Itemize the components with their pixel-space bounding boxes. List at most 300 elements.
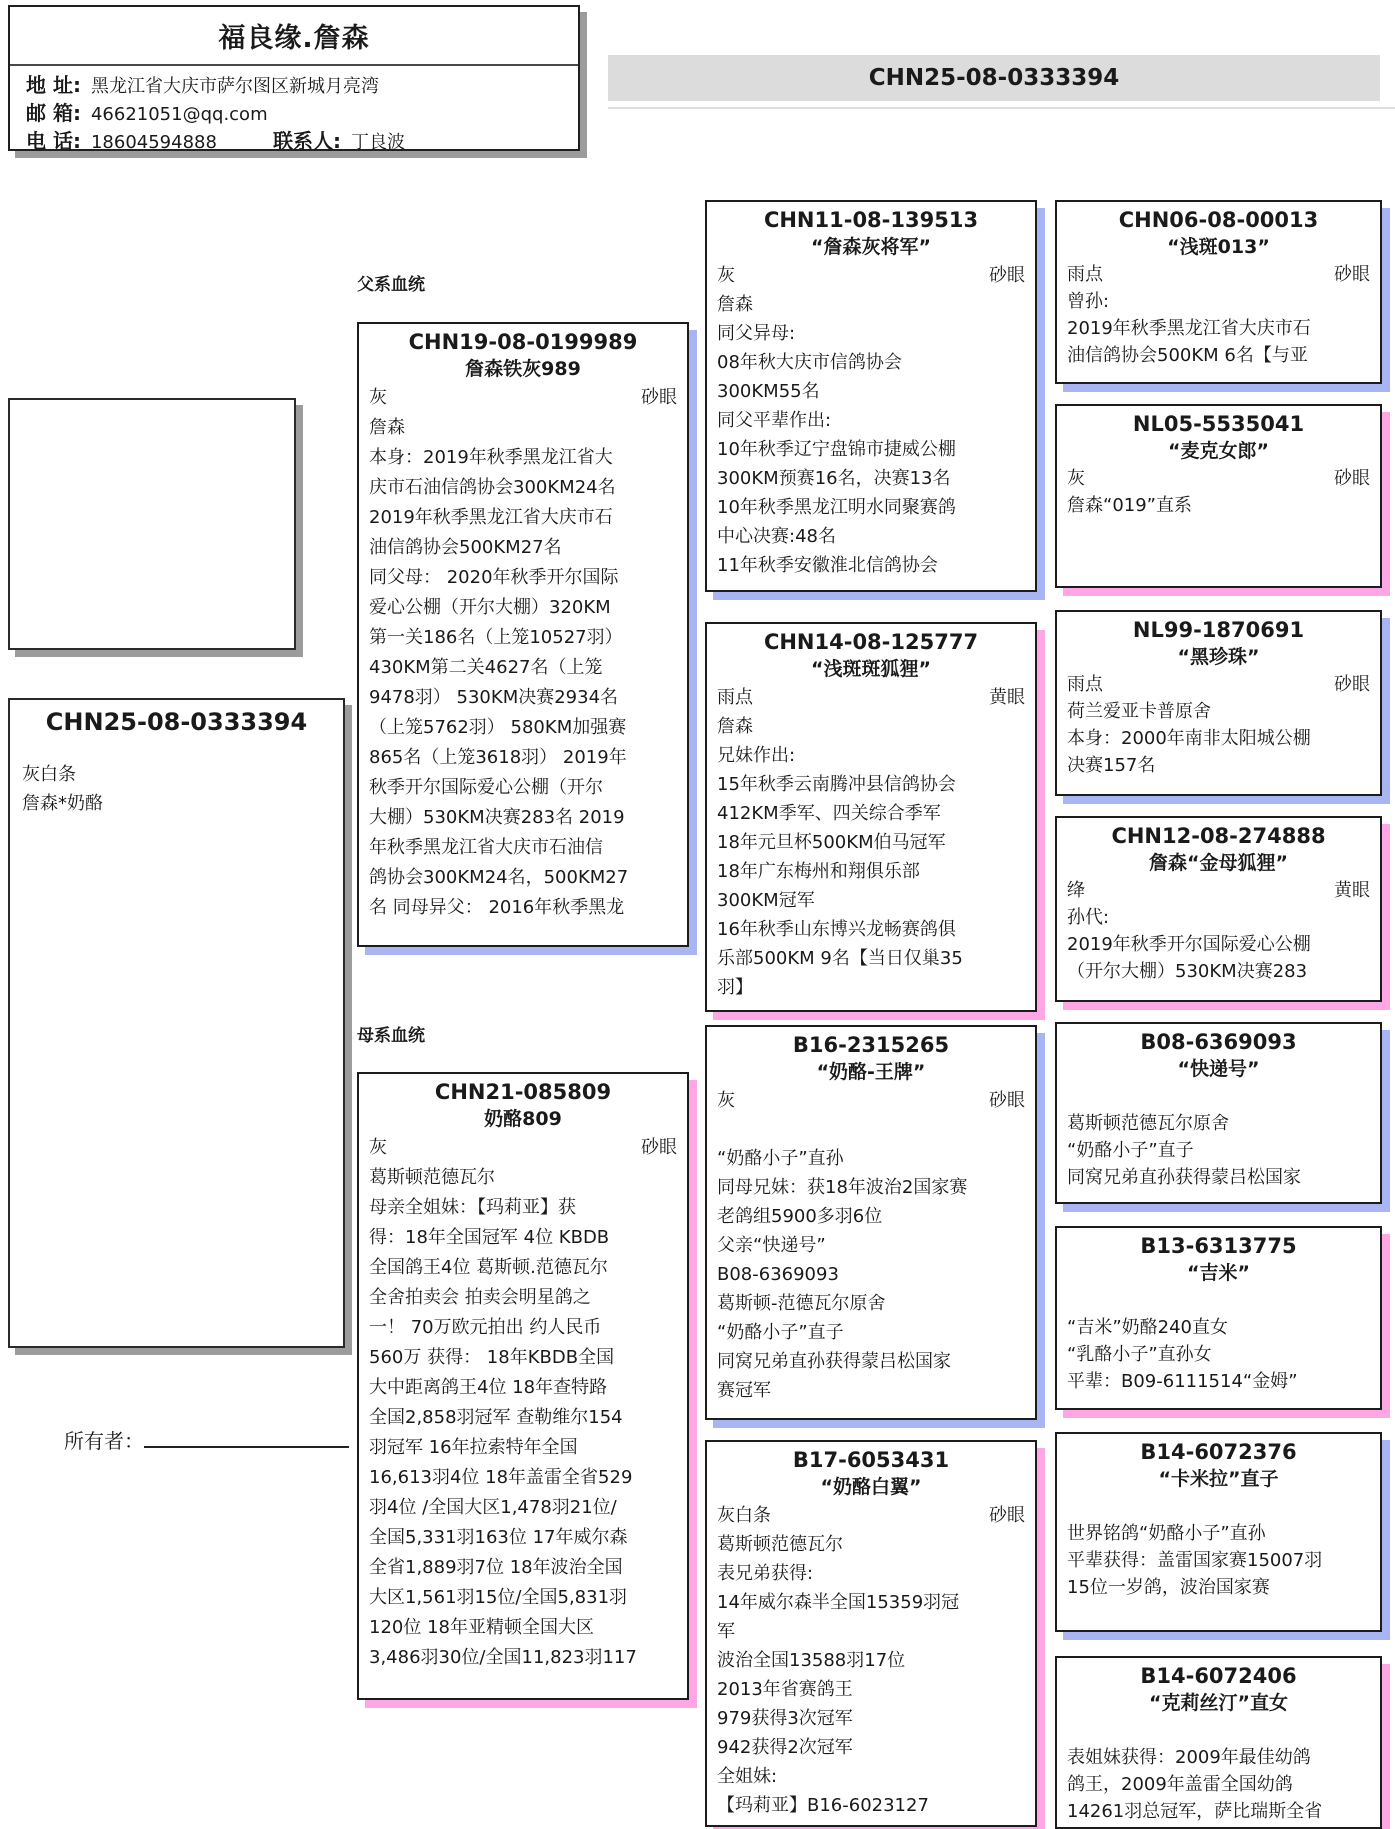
line-text: 决赛157名	[1067, 755, 1156, 776]
pedigree-line	[717, 1144, 1025, 1173]
pedigree-line	[369, 503, 677, 533]
line-text: “奶酪小子”直子	[717, 1322, 844, 1343]
line-text: 一！ 70万欧元拍出 约人民币	[369, 1317, 602, 1338]
pedigree-box-dams-sire	[705, 1025, 1037, 1420]
line-text: 本身：2000年南非太阳城公棚	[1067, 728, 1311, 749]
line-text: 18年元旦杯500KM伯马冠军	[717, 832, 946, 853]
line-text: 全国鸽王4位 葛斯顿.范德瓦尔	[369, 1257, 608, 1278]
line-text: （上笼5762羽） 580KM加强赛	[369, 717, 627, 738]
line-text: 2013年省赛鸽王	[717, 1679, 853, 1700]
line-text: 865名（上笼3618羽） 2019年	[369, 747, 627, 768]
pedigree-line	[369, 1373, 677, 1403]
pedigree-line	[369, 593, 677, 623]
line-text: 葛斯顿范德瓦尔	[717, 1534, 843, 1555]
pedigree-line	[717, 1115, 1025, 1144]
pedigree-line	[1067, 315, 1370, 342]
pedigree-line	[369, 473, 677, 503]
pedigree-line	[369, 533, 677, 563]
pedigree-details	[1067, 877, 1370, 985]
pedigree-details	[1067, 1287, 1370, 1395]
line-text: 乐部500KM 9名【当日仅巢35	[717, 948, 963, 969]
pedigree-details	[717, 261, 1025, 580]
line-text: 18年广东梅州和翔俱乐部	[717, 861, 920, 882]
line-text: 同父平辈作出:	[717, 410, 832, 431]
line-text: 羽4位 /全国大区1,478羽21位/	[369, 1497, 617, 1518]
pedigree-line	[1067, 342, 1370, 369]
pedigree-line	[1067, 288, 1370, 315]
loft-header-card	[8, 5, 580, 151]
pedigree-details	[1067, 671, 1370, 779]
pedigree-line	[1067, 1547, 1370, 1574]
pedigree-line	[717, 1086, 1025, 1115]
line-text: 10年秋季辽宁盘锦市捷威公棚	[717, 439, 956, 460]
line-text: 曾孙:	[1067, 291, 1110, 312]
line-text	[1067, 1493, 1073, 1520]
line-text: “吉米”奶酪240直女	[1067, 1317, 1229, 1338]
pedigree-line	[717, 551, 1025, 580]
banner-underline	[608, 107, 1395, 109]
ring-number: CHN14-08-125777	[763, 630, 979, 654]
subject-ring-number: CHN25-08-0333394	[45, 708, 308, 736]
eye-color-text: 砂眼	[1334, 468, 1370, 489]
line-text: 鸽协会300KM24名，500KM27	[369, 867, 629, 888]
pedigree-line	[717, 741, 1025, 770]
line-text: 【玛莉亚】B16-6023127	[717, 1795, 929, 1816]
pedigree-line	[369, 1343, 677, 1373]
pedigree-line	[717, 799, 1025, 828]
email-value: 46621051@qq.com	[90, 104, 268, 125]
pedigree-line	[1067, 1110, 1370, 1137]
line-text: 表兄弟获得:	[717, 1563, 814, 1584]
eye-color-text: 砂眼	[1334, 264, 1370, 285]
line-text	[1067, 1287, 1073, 1314]
pedigree-line	[369, 653, 677, 683]
line-text: 老鸽组5900多羽6位	[717, 1206, 883, 1227]
line-text: 灰白条	[22, 764, 76, 785]
pedigree-box-grandparent-6	[1055, 1226, 1382, 1410]
pedigree-line	[717, 377, 1025, 406]
pedigree-details	[369, 383, 677, 923]
line-text: 2019年秋季黑龙江省大庆市石	[1067, 318, 1311, 339]
pedigree-line	[1067, 492, 1370, 519]
line-text: 灰	[369, 387, 387, 408]
ring-number: CHN12-08-274888	[1111, 824, 1326, 848]
ring-number: B08-6369093	[1140, 1030, 1297, 1054]
pedigree-line	[1067, 877, 1370, 904]
sire-line-label: 父系血统	[357, 275, 425, 295]
line-text	[1067, 1717, 1073, 1744]
line-text: 大区1,561羽15位/全国5,831羽	[369, 1587, 628, 1608]
pedigree-line	[1067, 931, 1370, 958]
email-label: 邮 箱:	[26, 101, 81, 125]
line-text: 120位 18年亚精顿全国大区	[369, 1617, 594, 1638]
pedigree-line	[369, 833, 677, 863]
line-text: 11年秋季安徽淮北信鸽协会	[717, 555, 938, 576]
line-text: 14年威尔森半全国15359羽冠	[717, 1592, 960, 1613]
loft-title: 福良缘.詹森	[218, 23, 370, 54]
contact-value: 丁良波	[350, 132, 405, 153]
line-text: 葛斯顿-范德瓦尔原舍	[717, 1293, 886, 1314]
pedigree-line	[1067, 752, 1370, 779]
line-text: 葛斯顿范德瓦尔	[369, 1167, 495, 1188]
pedigree-line	[717, 1501, 1025, 1530]
pedigree-line	[1067, 1137, 1370, 1164]
address-row	[10, 72, 578, 100]
pedigree-box-dam	[357, 1072, 689, 1700]
line-text: 绛	[1067, 880, 1085, 901]
pedigree-details	[1067, 261, 1370, 369]
line-text: 詹森	[717, 716, 753, 737]
ring-number: CHN06-08-00013	[1118, 208, 1319, 232]
line-text: 灰	[1067, 468, 1085, 489]
line-text: 同窝兄弟直孙获得蒙吕松国家	[717, 1351, 951, 1372]
phone-value: 18604594888	[90, 132, 217, 153]
pedigree-details	[717, 1086, 1025, 1405]
pedigree-line	[1067, 725, 1370, 752]
line-text: 雨点	[717, 687, 753, 708]
pedigree-details	[717, 683, 1025, 1002]
line-text: 300KM冠军	[717, 890, 815, 911]
line-text: 15位一岁鸽，波治国家赛	[1067, 1577, 1270, 1598]
ring-number: B14-6072406	[1140, 1664, 1297, 1688]
pigeon-name: 詹森铁灰989	[465, 358, 581, 380]
line-text: “奶酪小子”直孙	[717, 1148, 844, 1169]
eye-color-text: 砂眼	[989, 265, 1025, 286]
line-text: B08-6369093	[717, 1264, 839, 1285]
pedigree-line	[717, 1791, 1025, 1820]
line-text: 灰	[717, 265, 735, 286]
pedigree-line	[1067, 1287, 1370, 1314]
pedigree-line	[369, 743, 677, 773]
email-row	[10, 100, 578, 128]
line-text: 平辈：B09-6111514“金姆”	[1067, 1371, 1298, 1392]
pedigree-box-grandparent-1	[1055, 200, 1382, 384]
pigeon-name: “詹森灰将军”	[811, 236, 931, 258]
line-text: 08年秋大庆市信鸽协会	[717, 352, 902, 373]
pedigree-line	[1067, 1368, 1370, 1395]
line-text: 詹森*奶酪	[22, 793, 103, 814]
pedigree-line	[369, 1193, 677, 1223]
line-text: 詹森	[369, 417, 405, 438]
pedigree-box-grandparent-8	[1055, 1656, 1382, 1829]
pedigree-line	[717, 770, 1025, 799]
pedigree-line	[369, 1523, 677, 1553]
line-text: 名 同母异父： 2016年秋季黑龙	[369, 897, 625, 918]
pedigree-details	[1067, 1493, 1370, 1601]
eye-color-text: 砂眼	[989, 1505, 1025, 1526]
line-text: 油信鸽协会500KM27名	[369, 537, 562, 558]
line-text	[1067, 1083, 1073, 1110]
pigeon-name: “快递号”	[1177, 1058, 1260, 1080]
line-text: 2019年秋季黑龙江省大庆市石	[369, 507, 613, 528]
pedigree-line	[22, 760, 331, 789]
pedigree-line	[369, 563, 677, 593]
pedigree-line	[1067, 1314, 1370, 1341]
pedigree-line	[717, 1646, 1025, 1675]
line-text: 14261羽总冠军，萨比瑞斯全省	[1067, 1801, 1323, 1822]
pedigree-line	[717, 1617, 1025, 1646]
line-text: 羽冠军 16年拉索特年全国	[369, 1437, 578, 1458]
pedigree-line	[369, 1313, 677, 1343]
pedigree-line	[717, 1289, 1025, 1318]
pedigree-line	[369, 1253, 677, 1283]
pedigree-line	[369, 1463, 677, 1493]
pedigree-line	[717, 261, 1025, 290]
pedigree-line	[717, 1173, 1025, 1202]
pedigree-details	[1067, 465, 1370, 519]
phone-label: 电 话:	[26, 129, 81, 153]
owner-signature-blank	[144, 1424, 349, 1448]
pedigree-box-grandparent-7	[1055, 1432, 1382, 1632]
pedigree-box-dams-dam	[705, 1440, 1037, 1827]
pedigree-line	[717, 1762, 1025, 1791]
pedigree-line	[1067, 261, 1370, 288]
pedigree-details	[717, 1501, 1025, 1820]
ring-number: CHN19-08-0199989	[408, 330, 638, 354]
line-text: 羽】	[717, 977, 753, 998]
pedigree-line	[369, 1163, 677, 1193]
pedigree-box-grandparent-4	[1055, 816, 1382, 1002]
ring-number: NL05-5535041	[1132, 412, 1305, 436]
pedigree-line	[717, 522, 1025, 551]
pedigree-line	[369, 413, 677, 443]
pedigree-line	[369, 443, 677, 473]
line-text: 灰	[717, 1090, 735, 1111]
pedigree-box-grandparent-5	[1055, 1022, 1382, 1204]
pedigree-line	[717, 464, 1025, 493]
pedigree-line	[717, 1231, 1025, 1260]
pedigree-box-sires-sire	[705, 200, 1037, 592]
line-text: 16,613羽4位 18年盖雷全省529	[369, 1467, 633, 1488]
pedigree-line	[369, 1553, 677, 1583]
line-text: 雨点	[1067, 264, 1103, 285]
pedigree-box-grandparent-2	[1055, 404, 1382, 588]
pigeon-name: “黑珍珠”	[1177, 646, 1260, 668]
pedigree-line	[1067, 1717, 1370, 1744]
pedigree-line	[717, 683, 1025, 712]
pedigree-line	[369, 623, 677, 653]
line-text: 平辈获得：盖雷国家赛15007羽	[1067, 1550, 1323, 1571]
line-text: 油信鸽协会500KM 6名【与亚	[1067, 345, 1308, 366]
pedigree-line	[369, 1223, 677, 1253]
pedigree-line	[717, 944, 1025, 973]
pedigree-line	[1067, 1574, 1370, 1601]
line-text: 430KM第二关4627名（上笼	[369, 657, 603, 678]
pigeon-name: “吉米”	[1187, 1262, 1250, 1284]
line-text: 葛斯顿范德瓦尔原舍	[1067, 1113, 1229, 1134]
dam-line-label: 母系血统	[357, 1026, 425, 1046]
pigeon-name: “浅斑斑狐狸”	[811, 658, 931, 680]
pedigree-line	[369, 1433, 677, 1463]
pedigree-line	[717, 348, 1025, 377]
pedigree-line	[717, 857, 1025, 886]
pedigree-line	[1067, 465, 1370, 492]
eye-color-text: 黄眼	[989, 687, 1025, 708]
line-text: 979获得3次冠军	[717, 1708, 853, 1729]
line-text: 同窝兄弟直孙获得蒙吕松国家	[1067, 1167, 1301, 1188]
line-text: 年秋季黑龙江省大庆市石油信	[369, 837, 603, 858]
pedigree-details	[1067, 1083, 1370, 1191]
line-text: 10年秋季黑龙江明水同聚赛鸽	[717, 497, 956, 518]
line-text: 爱心公棚（开尔大棚）320KM	[369, 597, 611, 618]
pedigree-line	[369, 893, 677, 923]
eye-color-text: 砂眼	[1334, 674, 1370, 695]
pedigree-line	[369, 1283, 677, 1313]
owner-row	[64, 1424, 349, 1454]
eye-color-text: 砂眼	[641, 1137, 677, 1158]
line-text: 全国2,858羽冠军 查勒维尔154	[369, 1407, 623, 1428]
ring-number: CHN11-08-139513	[763, 208, 979, 232]
line-text: 鸽王，2009年盖雷全国幼鸽	[1067, 1774, 1293, 1795]
eye-color-text: 砂眼	[989, 1090, 1025, 1111]
pedigree-box-grandparent-3	[1055, 610, 1382, 796]
pedigree-line	[717, 828, 1025, 857]
pedigree-details	[1067, 1717, 1370, 1825]
pedigree-line	[1067, 1744, 1370, 1771]
line-text: （开尔大棚）530KM决赛283	[1067, 961, 1308, 982]
pedigree-line	[369, 683, 677, 713]
eye-color-text: 砂眼	[641, 387, 677, 408]
pedigree-line	[717, 915, 1025, 944]
pedigree-details	[369, 1133, 677, 1673]
pedigree-line	[717, 1202, 1025, 1231]
line-text: 2019年秋季开尔国际爱心公棚	[1067, 934, 1311, 955]
pedigree-line	[717, 406, 1025, 435]
address-value: 黑龙江省大庆市萨尔图区新城月亮湾	[90, 76, 379, 97]
line-text: 942获得2次冠军	[717, 1737, 853, 1758]
line-text: “奶酪小子”直子	[1067, 1140, 1194, 1161]
owner-label: 所有者：	[64, 1429, 144, 1453]
line-text: 庆市石油信鸽协会300KM24名	[369, 477, 616, 498]
header-divider	[10, 64, 578, 66]
ring-number: B13-6313775	[1140, 1234, 1297, 1258]
line-text: 本身：2019年秋季黑龙江省大	[369, 447, 613, 468]
line-text: 表姐妹获得：2009年最佳幼鸽	[1067, 1747, 1311, 1768]
pedigree-line	[717, 1559, 1025, 1588]
line-text: 同母兄妹：获18年波治2国家赛	[717, 1177, 968, 1198]
pedigree-line	[369, 863, 677, 893]
pedigree-line	[1067, 698, 1370, 725]
ring-number: NL99-1870691	[1132, 618, 1305, 642]
line-text: 大棚）530KM决赛283名 2019	[369, 807, 625, 828]
line-text	[717, 1115, 723, 1144]
line-text: 9478羽） 530KM决赛2934名	[369, 687, 619, 708]
pedigree-line	[369, 1613, 677, 1643]
pedigree-line	[717, 973, 1025, 1002]
subject-details	[22, 760, 331, 818]
pedigree-line	[369, 1643, 677, 1673]
line-text: 母亲全姐妹：【玛莉亚】获	[369, 1197, 576, 1218]
subject-pigeon-box	[8, 698, 345, 1348]
line-text: 赛冠军	[717, 1380, 771, 1401]
pedigree-line	[369, 1583, 677, 1613]
pedigree-line	[717, 1733, 1025, 1762]
pedigree-line	[717, 435, 1025, 464]
line-text: 雨点	[1067, 674, 1103, 695]
line-text: 兄妹作出:	[717, 745, 796, 766]
ring-number: B14-6072376	[1140, 1440, 1297, 1464]
line-text: 波治全国13588羽17位	[717, 1650, 906, 1671]
line-text: 中心决赛:48名	[717, 526, 836, 547]
pedigree-line	[369, 383, 677, 413]
pedigree-line	[369, 1133, 677, 1163]
eye-color-text: 黄眼	[1334, 880, 1370, 901]
pedigree-line	[717, 1530, 1025, 1559]
pigeon-name: 奶酪809	[484, 1108, 562, 1130]
pedigree-line	[369, 1403, 677, 1433]
pedigree-line	[1067, 1798, 1370, 1825]
line-text: “乳酪小子”直孙女	[1067, 1344, 1212, 1365]
pedigree-line	[717, 319, 1025, 348]
line-text: 全姐妹:	[717, 1766, 778, 1787]
ring-number: CHN21-085809	[434, 1080, 612, 1104]
line-text: 军	[717, 1621, 735, 1642]
ring-number-banner: CHN25-08-0333394	[608, 55, 1380, 101]
pedigree-line	[717, 290, 1025, 319]
pigeon-name: “卡米拉”直子	[1158, 1468, 1279, 1490]
pedigree-line	[1067, 1771, 1370, 1798]
line-text: 全省1,889羽7位 18年波治全国	[369, 1557, 623, 1578]
line-text: 全舍拍卖会 拍卖会明星鸽之	[369, 1287, 591, 1308]
line-text: 第一关186名（上笼10527羽）	[369, 627, 623, 648]
pigeon-name: “克莉丝汀”直女	[1149, 1692, 1288, 1714]
line-text: 560万 获得： 18年KBDB全国	[369, 1347, 615, 1368]
pedigree-line	[369, 773, 677, 803]
line-text: 15年秋季云南腾冲县信鸽协会	[717, 774, 956, 795]
line-text: 詹森“019”直系	[1067, 495, 1193, 516]
line-text: 16年秋季山东博兴龙畅赛鸽俱	[717, 919, 956, 940]
line-text: 全国5,331羽163位 17年威尔森	[369, 1527, 628, 1548]
pedigree-line	[369, 1493, 677, 1523]
pedigree-line	[22, 789, 331, 818]
pedigree-line	[717, 1675, 1025, 1704]
pedigree-line	[1067, 1493, 1370, 1520]
line-text: 大中距离鸽王4位 18年查特路	[369, 1377, 608, 1398]
line-text: 300KM55名	[717, 381, 820, 402]
line-text: 412KM季军、四关综合季军	[717, 803, 941, 824]
line-text: 秋季开尔国际爱心公棚（开尔	[369, 777, 603, 798]
pedigree-box-sires-dam	[705, 622, 1037, 1012]
pedigree-line	[717, 493, 1025, 522]
pigeon-name: “浅斑013”	[1167, 236, 1270, 258]
pigeon-photo-placeholder	[8, 398, 296, 650]
pedigree-line	[1067, 1164, 1370, 1191]
pedigree-line	[1067, 904, 1370, 931]
pedigree-line	[369, 713, 677, 743]
pedigree-line	[717, 1588, 1025, 1617]
line-text: 得：18年全国冠军 4位 KBDB	[369, 1227, 610, 1248]
pedigree-line	[1067, 1083, 1370, 1110]
pedigree-line	[1067, 958, 1370, 985]
ring-number: B17-6053431	[792, 1448, 950, 1472]
phone-row	[10, 128, 578, 156]
address-label: 地 址:	[26, 73, 81, 97]
pigeon-name: “麦克女郎”	[1168, 440, 1269, 462]
pedigree-box-sire	[357, 322, 689, 947]
pedigree-line	[717, 1347, 1025, 1376]
pedigree-line	[717, 1704, 1025, 1733]
pedigree-line	[717, 1260, 1025, 1289]
line-text: 300KM预赛16名，决赛13名	[717, 468, 951, 489]
pedigree-line	[369, 803, 677, 833]
pigeon-name: “奶酪白翼”	[820, 1476, 922, 1498]
contact-label: 联系人:	[272, 129, 341, 153]
line-text: 荷兰爱亚卡普原舍	[1067, 701, 1211, 722]
pedigree-line	[1067, 1341, 1370, 1368]
pedigree-line	[717, 1318, 1025, 1347]
line-text: 灰白条	[717, 1505, 771, 1526]
pedigree-line	[717, 712, 1025, 741]
